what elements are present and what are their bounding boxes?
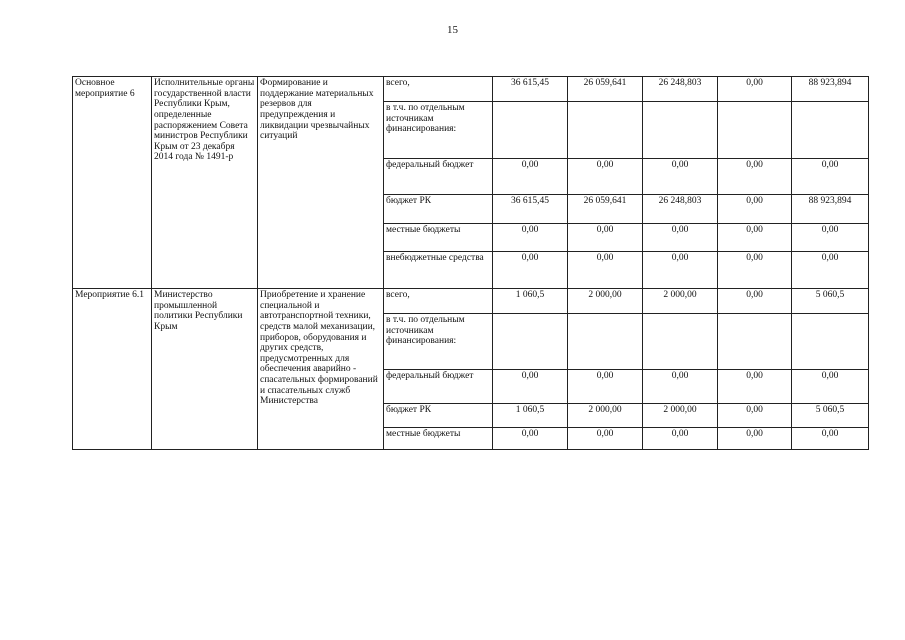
value-cell (718, 102, 792, 159)
value-cell: 0,00 (718, 404, 792, 428)
value-cell: 0,00 (792, 159, 869, 195)
value-cell: 0,00 (493, 159, 568, 195)
value-cell: 0,00 (643, 370, 718, 404)
value-cell (493, 314, 568, 370)
value-cell: 0,00 (493, 252, 568, 289)
value-cell: 0,00 (792, 370, 869, 404)
value-cell: 26 248,803 (643, 195, 718, 224)
value-cell: 0,00 (718, 77, 792, 102)
source-cell: федеральный бюджет (384, 370, 493, 404)
value-cell: 0,00 (568, 370, 643, 404)
value-cell: 2 000,00 (643, 404, 718, 428)
page-number: 15 (447, 24, 458, 36)
value-cell (643, 314, 718, 370)
source-cell: местные бюджеты (384, 224, 493, 252)
value-cell: 0,00 (718, 224, 792, 252)
value-cell: 2 000,00 (643, 289, 718, 314)
source-cell: в т.ч. по отдельным источникам финансирования: (384, 314, 493, 370)
value-cell: 2 000,00 (568, 404, 643, 428)
value-cell: 88 923,894 (792, 195, 869, 224)
value-cell: 36 615,45 (493, 77, 568, 102)
value-cell: 0,00 (792, 428, 869, 450)
value-cell: 36 615,45 (493, 195, 568, 224)
value-cell: 0,00 (643, 428, 718, 450)
description-cell: Формирование и поддержание материальных резервов для предупреждения и ликвидации чрезвычайных ситуаций (258, 77, 384, 289)
value-cell: 1 060,5 (493, 289, 568, 314)
value-cell: 0,00 (792, 224, 869, 252)
source-cell: бюджет РК (384, 195, 493, 224)
value-cell (792, 314, 869, 370)
source-cell: всего, (384, 289, 493, 314)
value-cell: 0,00 (718, 195, 792, 224)
value-cell: 0,00 (493, 428, 568, 450)
value-cell (792, 102, 869, 159)
value-cell: 0,00 (493, 370, 568, 404)
value-cell: 0,00 (718, 252, 792, 289)
description-cell: Приобретение и хранение специальной и автотранспортной техники, средств малой механизации, приборов, оборудования и других средств, предусмотренных для обеспечения аварийно - спасательных формирований и спасательных служб Министерства (258, 289, 384, 450)
value-cell: 0,00 (568, 428, 643, 450)
activity-cell: Основное мероприятие 6 (73, 77, 152, 289)
value-cell: 0,00 (568, 159, 643, 195)
value-cell (568, 102, 643, 159)
value-cell: 0,00 (792, 252, 869, 289)
source-cell: в т.ч. по отдельным источникам финансирования: (384, 102, 493, 159)
value-cell: 0,00 (643, 224, 718, 252)
value-cell: 5 060,5 (792, 404, 869, 428)
value-cell: 0,00 (718, 370, 792, 404)
value-cell: 0,00 (643, 159, 718, 195)
source-cell: бюджет РК (384, 404, 493, 428)
source-cell: внебюджетные средства (384, 252, 493, 289)
value-cell: 0,00 (568, 224, 643, 252)
value-cell (643, 102, 718, 159)
value-cell: 26 059,641 (568, 77, 643, 102)
table-row (73, 289, 869, 314)
value-cell: 0,00 (568, 252, 643, 289)
value-cell: 0,00 (493, 224, 568, 252)
source-cell: всего, (384, 77, 493, 102)
table-row (73, 77, 869, 102)
value-cell: 26 248,803 (643, 77, 718, 102)
value-cell: 2 000,00 (568, 289, 643, 314)
value-cell (493, 102, 568, 159)
activity-cell: Мероприятие 6.1 (73, 289, 152, 450)
value-cell: 0,00 (643, 252, 718, 289)
executor-cell: Исполнительные органы государственной власти Республики Крым, определенные распоряжением Совета министров Республики Крым от 23 декабря 2014 года № 1491-р (152, 77, 258, 289)
value-cell: 5 060,5 (792, 289, 869, 314)
executor-cell: Министерство промышленной политики Республики Крым (152, 289, 258, 450)
value-cell (568, 314, 643, 370)
budget-table (72, 76, 869, 450)
value-cell (718, 314, 792, 370)
value-cell: 26 059,641 (568, 195, 643, 224)
value-cell: 0,00 (718, 159, 792, 195)
source-cell: федеральный бюджет (384, 159, 493, 195)
value-cell: 0,00 (718, 289, 792, 314)
value-cell: 88 923,894 (792, 77, 869, 102)
source-cell: местные бюджеты (384, 428, 493, 450)
value-cell: 0,00 (718, 428, 792, 450)
value-cell: 1 060,5 (493, 404, 568, 428)
